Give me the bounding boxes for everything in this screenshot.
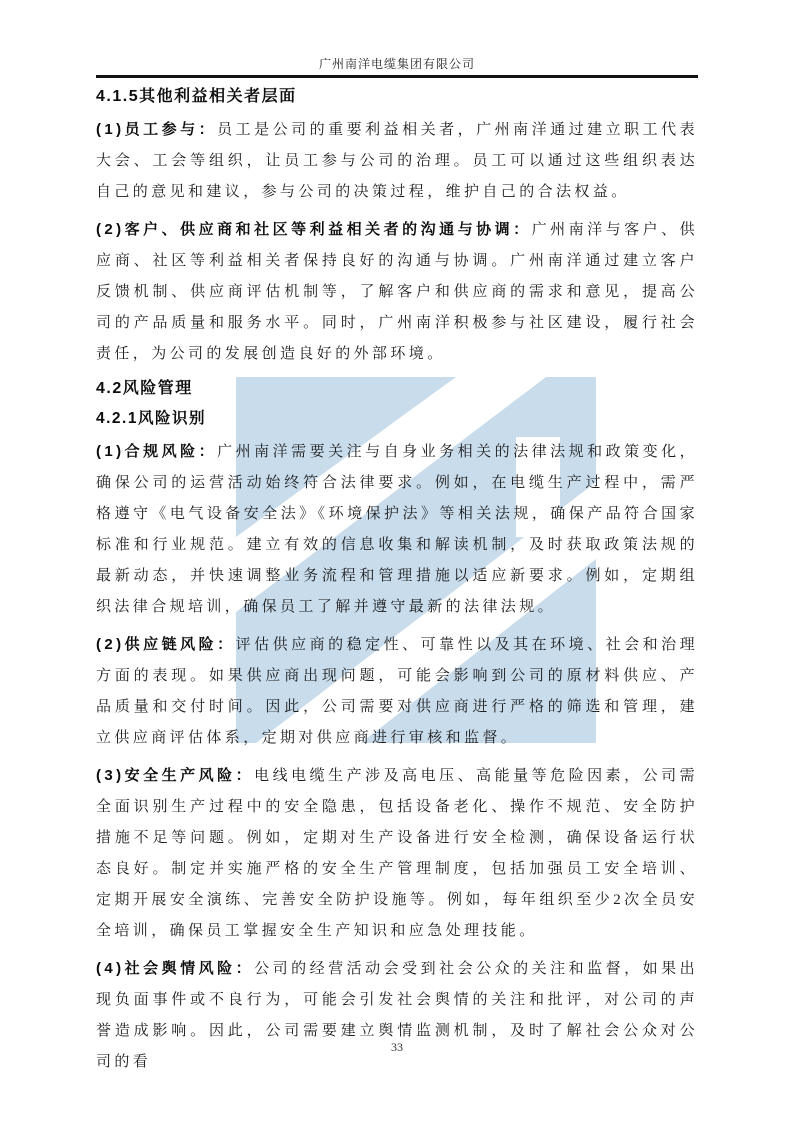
paragraph-lead: (2)客户、供应商和社区等利益相关者的沟通与协调： — [96, 221, 532, 238]
company-name: 广州南洋电缆集团有限公司 — [318, 57, 475, 71]
paragraph-text: 广州南洋需要关注与自身业务相关的法律法规和政策变化，确保公司的运营活动始终符合法律要求。例如，在电缆生产过程中，需严格遵守《电气设备安全法》《环境保护法》等相关法规，确保产品符合国家标准和行业规范。建立有效的信息收集和解读机制，及时获取政策法规的最新动态，并快速调整业务流程和管理措施以适应新要求。例如，定期组织法律合规培训，确保员工了解并遵守最新的法律法规。 — [96, 444, 698, 615]
page-header — [96, 0, 698, 78]
paragraph-employee-participation — [96, 114, 698, 208]
paragraph-text: 广州南洋与客户、供应商、社区等利益相关者保持良好的沟通与协调。广州南洋通过建立客户反馈机制、供应商评估机制等，了解客户和供应商的需求和意见，提高公司的产品质量和服务水平。同时，广州南洋积极参与社区建设，履行社会责任，为公司的发展创造良好的外部环境。 — [96, 222, 698, 362]
paragraph-lead: (4)社会舆情风险： — [96, 960, 255, 977]
page-content — [96, 0, 698, 1078]
paragraph-text: 公司的经营活动会受到社会公众的关注和监督，如果出现负面事件或不良行为，可能会引发社会舆情的关注和批评，对公司的声誉造成影响。因此，公司需要建立舆情监测机制，及时了解社会公众对公司的看 — [96, 961, 698, 1070]
paragraph-text: 员工是公司的重要利益相关者，广州南洋通过建立职工代表大会、工会等组织，让员工参与公司的治理。员工可以通过这些组织表达自己的意见和建议，参与公司的决策过程，维护自己的合法权益。 — [96, 122, 698, 200]
paragraph-lead: (2)供应链风险： — [96, 636, 236, 653]
paragraph-text: 评估供应商的稳定性、可靠性以及其在环境、社会和治理方面的表现。如果供应商出现问题，可能会影响到公司的原材料供应、产品质量和交付时间。因此，公司需要对供应商进行严格的筛选和管理，建立供应商评估体系，定期对供应商进行审核和监督。 — [96, 637, 698, 746]
paragraph-stakeholder-communication — [96, 214, 698, 370]
page-number: 33 — [391, 1040, 403, 1054]
paragraph-public-opinion-risk — [96, 953, 698, 1078]
paragraph-compliance-risk — [96, 436, 698, 623]
heading-4-2-1: 4.2.1风险识别 — [96, 410, 206, 427]
paragraph-lead: (1)合规风险： — [96, 443, 218, 460]
paragraph-supply-chain-risk — [96, 629, 698, 754]
heading-4-1-5: 4.1.5其他利益相关者层面 — [96, 88, 297, 105]
paragraph-lead: (1)员工参与： — [96, 121, 218, 138]
heading-4-2: 4.2风险管理 — [96, 380, 193, 397]
paragraph-production-safety-risk — [96, 760, 698, 947]
paragraph-lead: (3)安全生产风险： — [96, 767, 255, 784]
paragraph-text: 电线电缆生产涉及高电压、高能量等危险因素，公司需全面识别生产过程中的安全隐患，包括设备老化、操作不规范、安全防护措施不足等问题。例如，定期对生产设备进行安全检测，确保设备运行状态良好。制定并实施严格的安全生产管理制度，包括加强员工安全培训、定期开展安全演练、完善安全防护设施等。例如，每年组织至少2次全员安全培训，确保员工掌握安全生产知识和应急处理技能。 — [96, 768, 698, 939]
